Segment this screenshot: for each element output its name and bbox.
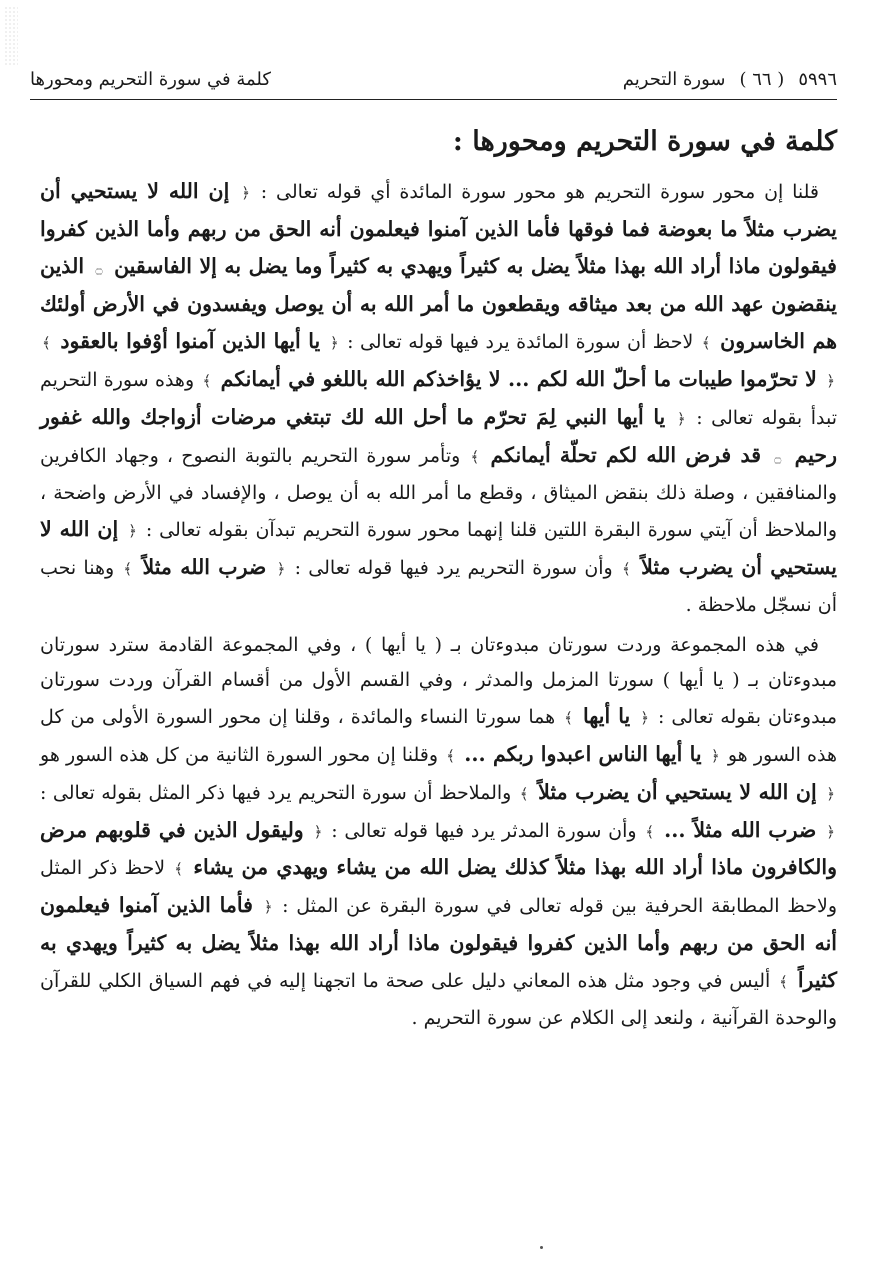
- quote-bracket-ornament: ﴿: [710, 746, 720, 765]
- quran-quote: لا تحرّموا طيبات ما أحلّ الله لكم ... لا يؤاخذكم الله باللغو في أيمانكم: [213, 366, 825, 391]
- verse-separator: ۝: [774, 450, 782, 465]
- quote-bracket-ornament: ﴿: [676, 409, 686, 428]
- quote-bracket-ornament: ﴾: [42, 334, 51, 353]
- body-text: وهذه سورة التحريم تبدأ بقوله تعالى :: [40, 368, 837, 429]
- quote-bracket-ornament: ﴾: [701, 334, 711, 353]
- quran-quote: يا أيها الناس اعبدوا ربكم ...: [456, 741, 709, 766]
- quran-quote: الذين ينقضون عهد الله من بعد ميثاقه ويقطعون ما أمر الله به أن يوصل ويفسدون في الأرض أولئك هم الخاسرون: [40, 253, 838, 354]
- quran-quote: يا أيها النبي لِمَ تحرّم ما أحل الله لك تبتغي مرضات أزواجك والله غفور رحيم: [40, 404, 837, 467]
- quran-quote: قد فرض الله لكم تحلّة أيمانكم: [481, 442, 771, 467]
- section-running-title: كلمة في سورة التحريم ومحورها: [30, 68, 271, 90]
- page-number: ٥٩٩٦: [798, 68, 837, 90]
- section-title: كلمة في سورة التحريم ومحورها :: [452, 126, 837, 157]
- header-divider: [30, 99, 837, 100]
- body-text: أليس في وجود مثل هذه المعاني دليل على صحة ما اتجهنا إليه في فهم السياق الكلي للقرآن والوحدة القرآنية ، ولنعد إلى الكلام عن سورة التحريم .: [40, 969, 837, 1029]
- quote-bracket-ornament: ﴾: [779, 972, 788, 991]
- quote-bracket-ornament: ﴾: [123, 559, 133, 578]
- quote-bracket-ornament: ﴿: [826, 784, 835, 803]
- quran-quote: فأما الذين آمنوا فيعلمون أنه الحق من ربهم وأما الذين كفروا فيقولون ماذا أراد الله بهذا مثلاً يضل به كثيراً ويهدي به كثيراً: [40, 893, 837, 992]
- body-text: وأن سورة المدثر يرد فيها قوله تعالى :: [324, 819, 644, 842]
- quran-quote: إن الله لا يستحيي أن يضرب مثلاً ما بعوضة فما فوقها فأما الذين آمنوا فيعلمون أنه الحق من ربهم وأما الذين كفروا فيقولون ماذا أراد الله بهذا مثلاً يضل به كثيراً ويهدي به كثيراً وما يضل به إلا الفاسقين: [40, 179, 837, 278]
- running-header: [30, 64, 837, 94]
- body-text: وقلنا إن محور السورة الثانية من كل هذه السور هو: [40, 743, 445, 766]
- page-body: [40, 118, 837, 1036]
- quote-bracket-ornament: ﴿: [128, 522, 137, 541]
- body-text: وهنا نحب أن نسجّل ملاحظة .: [40, 556, 837, 616]
- quran-quote: يا أيها الذين آمنوا أوْفوا بالعقود: [52, 329, 328, 354]
- quote-bracket-ornament: ﴾: [446, 746, 455, 765]
- quran-quote: وليقول الذين في قلوبهم مرض والكافرون ماذا أراد الله بهذا مثلاً كذلك يضل الله من يشاء ويهدي من يشاء: [40, 817, 837, 880]
- paragraph-2: [40, 628, 837, 1037]
- body-text: لاحظ أن سورة المائدة يرد فيها قوله تعالى :: [340, 331, 700, 354]
- quote-bracket-ornament: ﴾: [174, 860, 184, 879]
- quran-quote: إن الله لا يستحيي أن يضرب مثلاً: [530, 779, 825, 804]
- quote-bracket-ornament: ﴿: [640, 709, 650, 728]
- body-text: وتأمر سورة التحريم بالتوبة النصوح ، وجهاد الكافرين والمنافقين ، وصلة ذلك بنقض الميثاق ، وقطع ما أمر الله به أن يوصل ، والإفساد في الأرض واضحة ، والملاحظ أن آيتي سورة البقرة اللتين قلنا إنهما محور سورة التحريم تبدآن بقوله تعالى :: [40, 444, 837, 542]
- paragraph-1: [40, 174, 837, 624]
- quote-bracket-ornament: ﴿: [826, 371, 836, 390]
- quote-bracket-ornament: ﴿: [276, 559, 286, 578]
- header-right: [623, 69, 837, 90]
- quote-bracket-ornament: ﴾: [645, 822, 655, 841]
- margin-speckle: [4, 6, 18, 66]
- body-text: والملاحظ أن سورة التحريم يرد فيها ذكر المثل بقوله تعالى :: [40, 781, 518, 804]
- body-text: قلنا إن محور سورة التحريم هو محور سورة المائدة أي قوله تعالى :: [251, 181, 820, 203]
- quran-quote: ضرب الله مثلاً: [134, 554, 275, 579]
- body-text: وأن سورة التحريم يرد فيها قوله تعالى :: [287, 556, 620, 579]
- verse-separator: ۝: [95, 261, 103, 276]
- footer-dot: [540, 1246, 543, 1249]
- sura-number: ( ٦٦ ): [739, 68, 785, 90]
- body-text: هما سورتا النساء والمائدة ، وقلنا إن محور السورة الأولى من كل هذه السور هو: [40, 706, 837, 766]
- quran-quote: يا أيها: [574, 704, 639, 729]
- quote-bracket-ornament: ﴿: [313, 822, 323, 841]
- quran-quote: ضرب الله مثلاً ...: [656, 817, 825, 842]
- quote-bracket-ornament: ﴿: [241, 184, 250, 202]
- quote-bracket-ornament: ﴾: [621, 559, 631, 578]
- body-text: في هذه المجموعة وردت سورتان مبدوءتان بـ ( يا أيها ) ، وفي المجموعة القادمة سترد سورتان مبدوءتان بـ ( يا أيها ) سورتا المزمل والمدثر ، وفي القسم الأول من أقسام القرآن وردت سورتان مبدوءتان بقوله تعالى :: [40, 633, 837, 729]
- quran-quote: إن الله لا يستحيي أن يضرب مثلاً: [40, 517, 837, 579]
- quote-bracket-ornament: ﴿: [826, 822, 835, 841]
- quote-bracket-ornament: ﴿: [329, 334, 339, 353]
- body-text: لاحظ ذكر المثل ولاحظ المطابقة الحرفية بين قوله تعالى في سورة البقرة عن المثل :: [40, 857, 837, 918]
- quote-bracket-ornament: ﴾: [564, 709, 573, 728]
- sura-name: سورة التحريم: [622, 68, 726, 90]
- quote-bracket-ornament: ﴾: [519, 784, 529, 803]
- quote-bracket-ornament: ﴾: [202, 371, 212, 390]
- quote-bracket-ornament: ﴿: [263, 898, 273, 917]
- quote-bracket-ornament: ﴾: [470, 447, 480, 466]
